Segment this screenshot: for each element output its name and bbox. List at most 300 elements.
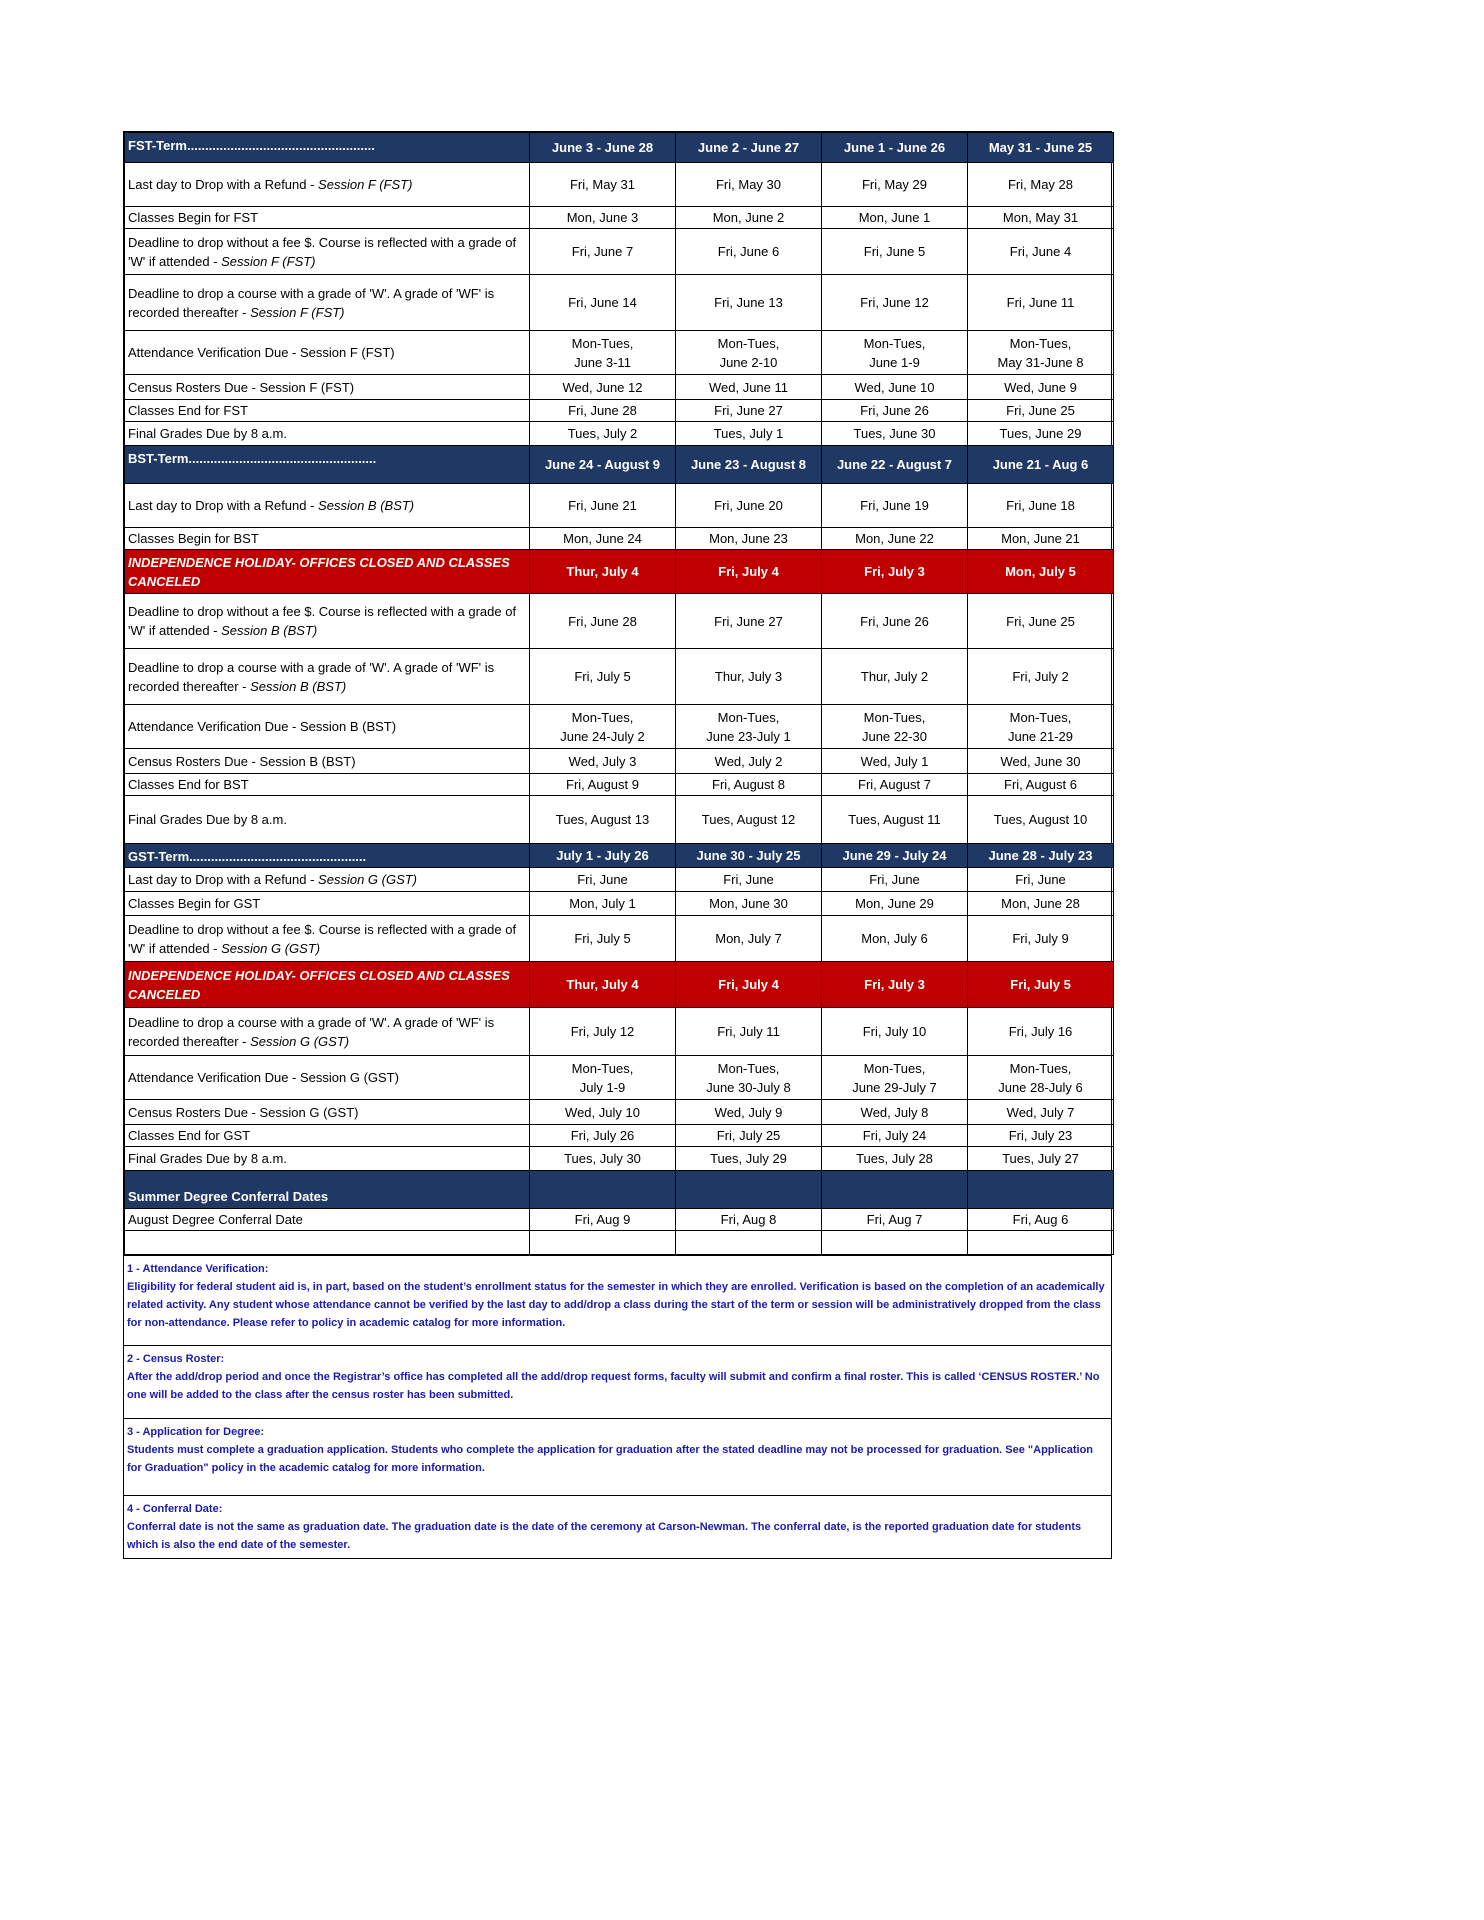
holiday-row bbox=[125, 962, 1114, 1008]
date-value: Mon-Tues, bbox=[863, 709, 926, 725]
date-value: Thur, July 2 bbox=[860, 669, 929, 684]
date-value: Tues, July 27 bbox=[1002, 1151, 1079, 1166]
term-title: BST-Term.................................................... bbox=[125, 446, 530, 484]
date-value: Mon, June 28 bbox=[1001, 896, 1080, 911]
date-cell bbox=[676, 1100, 822, 1125]
row-label bbox=[125, 749, 530, 774]
date-cell bbox=[968, 1209, 1114, 1231]
row-label-text: Final Grades Due by 8 a.m. bbox=[128, 812, 287, 827]
date-value: Mon, July 1 bbox=[569, 896, 636, 911]
row-label-text: Last day to Drop with a Refund - bbox=[128, 177, 319, 192]
date-cell bbox=[676, 774, 822, 796]
gst-term-header bbox=[125, 844, 1114, 868]
term-date-range: July 1 - July 26 bbox=[530, 844, 676, 868]
date-value: Fri, May 28 bbox=[1007, 177, 1073, 192]
date-range-value: July 1-9 bbox=[579, 1079, 626, 1095]
table-row bbox=[125, 1056, 1114, 1100]
date-value: Mon-Tues, bbox=[1009, 1060, 1072, 1076]
session-label: Session G (GST) bbox=[250, 1033, 350, 1049]
date-value: Fri, July 23 bbox=[1008, 1128, 1073, 1143]
date-value: Mon, May 31 bbox=[1002, 210, 1079, 225]
row-label-text: Last day to Drop with a Refund - bbox=[128, 872, 319, 887]
row-label-text: Deadline to drop a course with a grade of 'W'. A grade of 'WF' is recorded thereafter - bbox=[128, 1014, 495, 1049]
table-row bbox=[125, 749, 1114, 774]
date-value: Wed, July 2 bbox=[714, 753, 783, 769]
footnote bbox=[124, 1418, 1111, 1495]
table-row bbox=[125, 774, 1114, 796]
date-cell bbox=[968, 1125, 1114, 1147]
row-label-text: Deadline to drop a course with a grade of 'W'. A grade of 'WF' is recorded thereafter - bbox=[128, 659, 495, 694]
term-date-range: June 3 - June 28 bbox=[530, 133, 676, 163]
table-row bbox=[125, 1100, 1114, 1125]
table-row bbox=[125, 163, 1114, 207]
row-label bbox=[125, 400, 530, 422]
date-value: Fri, June 6 bbox=[717, 244, 780, 259]
row-label-text: Classes Begin for GST bbox=[128, 896, 261, 911]
table-row bbox=[125, 1209, 1114, 1231]
date-cell bbox=[968, 868, 1114, 892]
row-label bbox=[125, 1056, 530, 1100]
date-value: Fri, July 5 bbox=[574, 931, 631, 946]
date-cell bbox=[822, 705, 968, 749]
bst-term-header bbox=[125, 446, 1114, 484]
row-label-text: Attendance Verification Due - Session G (GST) bbox=[128, 1070, 399, 1085]
date-value: Mon, June 3 bbox=[566, 210, 639, 225]
table-row bbox=[125, 892, 1114, 916]
row-label-text: Classes Begin for BST bbox=[128, 531, 259, 546]
holiday-date: Fri, July 3 bbox=[822, 962, 968, 1008]
session-label: Session F (FST) bbox=[221, 253, 316, 269]
date-cell bbox=[676, 528, 822, 550]
table-row bbox=[125, 796, 1114, 844]
date-cell bbox=[676, 1008, 822, 1056]
date-cell bbox=[822, 892, 968, 916]
table-row bbox=[125, 868, 1114, 892]
empty-header-cell bbox=[822, 1171, 968, 1209]
table-row bbox=[125, 1125, 1114, 1147]
holiday-date: Thur, July 4 bbox=[530, 550, 676, 594]
row-label-text: Last day to Drop with a Refund - bbox=[128, 498, 319, 513]
footnote-text: Students must complete a graduation application. Students who complete the application for graduation after the stated deadline may not be processed for graduation. See "Application for Graduation" policy in the academic catalog for more information. bbox=[127, 1444, 1094, 1474]
date-cell bbox=[968, 163, 1114, 207]
date-value: Mon-Tues, bbox=[571, 335, 634, 351]
date-value: Wed, July 10 bbox=[565, 1104, 640, 1120]
row-label-text: August Degree Conferral Date bbox=[128, 1212, 303, 1227]
date-cell bbox=[530, 375, 676, 400]
fst-term-header bbox=[125, 133, 1114, 163]
date-value: Fri, June 21 bbox=[568, 498, 637, 513]
date-value: Fri, August 9 bbox=[566, 777, 639, 792]
row-label bbox=[125, 207, 530, 229]
holiday-date: Fri, July 3 bbox=[822, 550, 968, 594]
date-value: Fri, Aug 6 bbox=[1012, 1212, 1069, 1227]
date-value: Wed, July 1 bbox=[860, 753, 929, 769]
date-cell bbox=[530, 229, 676, 275]
row-label bbox=[125, 163, 530, 207]
session-label: Session G (GST) bbox=[221, 940, 321, 956]
footnote bbox=[124, 1255, 1111, 1345]
date-value: Fri, June 27 bbox=[714, 403, 783, 418]
date-value: Wed, June 30 bbox=[1000, 753, 1081, 769]
footnote-title: 3 - Application for Degree: bbox=[127, 1426, 265, 1438]
row-label bbox=[125, 331, 530, 375]
date-value: Tues, August 12 bbox=[701, 812, 796, 827]
row-label bbox=[125, 1100, 530, 1125]
row-label-text: Census Rosters Due - Session B (BST) bbox=[128, 753, 356, 769]
date-cell bbox=[676, 1056, 822, 1100]
term-date-range: June 22 - August 7 bbox=[822, 446, 968, 484]
date-value: Mon-Tues, bbox=[717, 709, 780, 725]
footnote-title: 4 - Conferral Date: bbox=[127, 1503, 223, 1515]
date-cell bbox=[530, 163, 676, 207]
date-value: Tues, July 28 bbox=[856, 1151, 933, 1166]
date-cell bbox=[968, 594, 1114, 649]
footnote-title: 1 - Attendance Verification: bbox=[127, 1263, 269, 1275]
date-value: Tues, July 1 bbox=[713, 426, 784, 441]
row-label bbox=[125, 484, 530, 528]
date-value: Fri, June bbox=[869, 872, 920, 887]
date-value: Tues, June 30 bbox=[853, 426, 936, 441]
footnote-text: Conferral date is not the same as graduation date. The graduation date is the date of the ceremony at Carson-Newman. The conferral date, is the reported graduation date for students which is also the end date of the semester. bbox=[127, 1521, 1082, 1551]
footnote-text: Eligibility for federal student aid is, in part, based on the student’s enrollment status for the semester in which they are enrolled. Verification is based on the completion of an academically related activity. Any student whose attendance cannot be verified by the last day to add/drop a class during the start of the term or session will be administratively dropped from the class for non-attendance. Please refer to policy in academic catalog for more information. bbox=[127, 1281, 1105, 1329]
date-value: Mon-Tues, bbox=[1009, 335, 1072, 351]
date-value: Mon, July 6 bbox=[861, 931, 928, 946]
row-label bbox=[125, 868, 530, 892]
empty-header-cell bbox=[676, 1171, 822, 1209]
table-row bbox=[125, 400, 1114, 422]
date-cell bbox=[822, 331, 968, 375]
conferral-title: Summer Degree Conferral Dates bbox=[125, 1171, 530, 1209]
row-label bbox=[125, 1209, 530, 1231]
date-cell bbox=[676, 1209, 822, 1231]
date-cell bbox=[968, 1147, 1114, 1171]
session-label: Session G (GST) bbox=[318, 872, 418, 887]
date-value: Mon-Tues, bbox=[863, 335, 926, 351]
table-row bbox=[125, 1008, 1114, 1056]
date-cell bbox=[968, 484, 1114, 528]
date-cell bbox=[822, 207, 968, 229]
date-value: Tues, August 11 bbox=[848, 812, 941, 827]
date-cell bbox=[530, 594, 676, 649]
date-cell bbox=[530, 892, 676, 916]
date-cell bbox=[968, 422, 1114, 446]
date-cell bbox=[822, 749, 968, 774]
date-value: Fri, June bbox=[723, 872, 774, 887]
date-cell bbox=[822, 1147, 968, 1171]
summer-calendar-sheet bbox=[123, 131, 1112, 1559]
date-value: Fri, May 31 bbox=[569, 177, 635, 192]
date-cell bbox=[968, 400, 1114, 422]
date-cell bbox=[530, 422, 676, 446]
date-value: Mon, June 1 bbox=[858, 210, 931, 225]
session-label: Session B (BST) bbox=[221, 623, 318, 638]
date-cell bbox=[530, 207, 676, 229]
date-range-value: June 24-July 2 bbox=[560, 728, 645, 744]
date-range-value: June 1-9 bbox=[869, 354, 920, 370]
row-label-text: Classes End for GST bbox=[128, 1128, 251, 1143]
empty-header-cell bbox=[530, 1171, 676, 1209]
date-value: Tues, July 29 bbox=[710, 1151, 787, 1166]
holiday-row bbox=[125, 550, 1114, 594]
date-value: Wed, June 11 bbox=[708, 379, 788, 395]
term-date-range: June 30 - July 25 bbox=[676, 844, 822, 868]
date-cell bbox=[822, 400, 968, 422]
date-value: Fri, July 10 bbox=[862, 1024, 927, 1039]
date-cell bbox=[822, 1056, 968, 1100]
date-cell bbox=[676, 916, 822, 962]
date-value: Mon, June 24 bbox=[563, 531, 642, 546]
date-cell bbox=[968, 916, 1114, 962]
table-row bbox=[125, 229, 1114, 275]
row-label-text: Classes End for FST bbox=[128, 403, 248, 418]
date-range-value: June 22-30 bbox=[861, 728, 928, 744]
row-label bbox=[125, 375, 530, 400]
date-value: Fri, June 4 bbox=[1009, 244, 1072, 259]
date-value: Fri, June 14 bbox=[568, 295, 637, 310]
date-value: Mon-Tues, bbox=[571, 709, 634, 725]
date-cell bbox=[676, 422, 822, 446]
date-value: Mon-Tues, bbox=[1009, 709, 1072, 725]
date-value: Fri, July 25 bbox=[716, 1128, 781, 1143]
row-label bbox=[125, 796, 530, 844]
table-row bbox=[125, 1147, 1114, 1171]
date-cell bbox=[676, 1147, 822, 1171]
row-label-text: Attendance Verification Due - Session B (BST) bbox=[128, 719, 397, 734]
date-cell bbox=[822, 1008, 968, 1056]
date-value: Mon, June 22 bbox=[855, 531, 934, 546]
row-label-text: Attendance Verification Due - Session F (FST) bbox=[128, 345, 395, 360]
date-cell bbox=[676, 705, 822, 749]
date-value: Fri, June 18 bbox=[1006, 498, 1075, 513]
empty-cell bbox=[968, 1231, 1114, 1255]
footnote-text: After the add/drop period and once the Registrar’s office has completed all the add/drop request forms, faculty will submit and confirm a final roster. This is called ‘CENSUS ROSTER.’ No one will be added to the class after the census roster has been submitted. bbox=[127, 1371, 1100, 1401]
row-label-text: Census Rosters Due - Session G (GST) bbox=[128, 1104, 359, 1120]
date-cell bbox=[822, 868, 968, 892]
date-range-value: June 29-July 7 bbox=[852, 1079, 937, 1095]
date-value: Wed, July 9 bbox=[714, 1104, 783, 1120]
session-label: Session B (BST) bbox=[318, 498, 415, 513]
date-cell bbox=[822, 229, 968, 275]
date-cell bbox=[530, 400, 676, 422]
session-label: Session F (FST) bbox=[250, 304, 345, 320]
date-cell bbox=[530, 1209, 676, 1231]
table-row bbox=[125, 484, 1114, 528]
empty-header-cell bbox=[968, 1171, 1114, 1209]
date-cell bbox=[822, 594, 968, 649]
date-range-value: June 3-11 bbox=[574, 354, 631, 370]
row-label-text: Final Grades Due by 8 a.m. bbox=[128, 1151, 287, 1166]
table-row bbox=[125, 275, 1114, 331]
row-label bbox=[125, 705, 530, 749]
row-label bbox=[125, 229, 530, 275]
row-label-text: Census Rosters Due - Session F (FST) bbox=[128, 379, 355, 395]
date-value: Mon, July 7 bbox=[715, 931, 782, 946]
date-value: Tues, August 13 bbox=[555, 812, 650, 827]
holiday-date: Mon, July 5 bbox=[968, 550, 1114, 594]
date-cell bbox=[822, 1100, 968, 1125]
term-date-range: June 29 - July 24 bbox=[822, 844, 968, 868]
date-value: Fri, June 25 bbox=[1006, 613, 1075, 629]
date-cell bbox=[968, 705, 1114, 749]
date-cell bbox=[822, 1209, 968, 1231]
row-label bbox=[125, 1125, 530, 1147]
date-cell bbox=[676, 331, 822, 375]
table-row bbox=[125, 594, 1114, 649]
date-value: Fri, June 27 bbox=[714, 613, 783, 629]
date-value: Fri, August 7 bbox=[858, 777, 931, 792]
date-cell bbox=[530, 774, 676, 796]
table-row bbox=[125, 649, 1114, 705]
date-value: Mon, June 2 bbox=[712, 210, 785, 225]
date-value: Fri, July 12 bbox=[570, 1024, 635, 1039]
row-label-text: Final Grades Due by 8 a.m. bbox=[128, 426, 287, 441]
row-label bbox=[125, 892, 530, 916]
date-value: Fri, August 6 bbox=[1004, 777, 1077, 792]
date-value: Fri, June 12 bbox=[860, 295, 929, 310]
row-label-text: Deadline to drop without a fee $. Course is reflected with a grade of 'W' if attended - bbox=[128, 234, 517, 269]
date-cell bbox=[822, 1125, 968, 1147]
date-value: Fri, July 2 bbox=[1012, 669, 1069, 684]
date-cell bbox=[968, 796, 1114, 844]
date-value: Mon-Tues, bbox=[863, 1060, 926, 1076]
term-date-range: June 21 - Aug 6 bbox=[968, 446, 1114, 484]
date-cell bbox=[968, 275, 1114, 331]
term-title: FST-Term.................................................... bbox=[125, 133, 530, 163]
date-cell bbox=[676, 649, 822, 705]
date-value: Fri, July 26 bbox=[570, 1128, 635, 1143]
footnotes bbox=[124, 1255, 1111, 1558]
date-cell bbox=[968, 1056, 1114, 1100]
holiday-date: Fri, July 4 bbox=[676, 962, 822, 1008]
conferral-header bbox=[125, 1171, 1114, 1209]
term-date-range: June 2 - June 27 bbox=[676, 133, 822, 163]
date-cell bbox=[530, 1100, 676, 1125]
table-row bbox=[125, 705, 1114, 749]
date-value: Thur, July 3 bbox=[714, 669, 783, 684]
date-value: Fri, June 26 bbox=[860, 403, 929, 418]
date-range-value: June 21-29 bbox=[1007, 728, 1074, 744]
date-value: Mon-Tues, bbox=[571, 1060, 634, 1076]
date-range-value: June 30-July 8 bbox=[706, 1079, 791, 1095]
date-value: Fri, June 5 bbox=[863, 244, 926, 259]
date-value: Fri, June bbox=[577, 872, 628, 887]
date-cell bbox=[676, 400, 822, 422]
date-cell bbox=[822, 916, 968, 962]
date-value: Fri, June 25 bbox=[1006, 403, 1075, 418]
term-date-range: June 1 - June 26 bbox=[822, 133, 968, 163]
date-value: Mon, June 29 bbox=[855, 896, 934, 911]
row-label bbox=[125, 1008, 530, 1056]
date-value: Fri, June 7 bbox=[571, 244, 634, 259]
date-cell bbox=[822, 163, 968, 207]
date-value: Fri, June 13 bbox=[714, 295, 783, 310]
date-cell bbox=[530, 1008, 676, 1056]
date-value: Fri, July 5 bbox=[574, 669, 631, 684]
table-row bbox=[125, 916, 1114, 962]
row-label bbox=[125, 528, 530, 550]
row-label bbox=[125, 649, 530, 705]
date-value: Fri, June 28 bbox=[568, 403, 637, 418]
date-value: Tues, July 30 bbox=[564, 1151, 641, 1166]
row-label-text: Classes Begin for FST bbox=[128, 210, 259, 225]
date-cell bbox=[968, 375, 1114, 400]
date-range-value: June 2-10 bbox=[719, 354, 778, 370]
term-date-range: June 24 - August 9 bbox=[530, 446, 676, 484]
date-cell bbox=[822, 528, 968, 550]
date-value: Tues, July 2 bbox=[567, 426, 638, 441]
date-value: Fri, July 11 bbox=[717, 1024, 780, 1039]
date-cell bbox=[676, 796, 822, 844]
date-value: Mon, June 30 bbox=[709, 896, 788, 911]
date-value: Fri, Aug 8 bbox=[720, 1212, 777, 1227]
date-value: Fri, June 26 bbox=[860, 613, 929, 629]
footnote-title: 2 - Census Roster: bbox=[127, 1353, 225, 1365]
date-cell bbox=[968, 1100, 1114, 1125]
empty-cell bbox=[125, 1231, 530, 1255]
row-label-text: Classes End for BST bbox=[128, 777, 249, 792]
table-row bbox=[125, 331, 1114, 375]
date-value: Mon-Tues, bbox=[717, 1060, 780, 1076]
empty-cell bbox=[822, 1231, 968, 1255]
date-cell bbox=[822, 275, 968, 331]
date-value: Fri, August 8 bbox=[712, 777, 785, 792]
date-value: Mon-Tues, bbox=[717, 335, 780, 351]
row-label bbox=[125, 916, 530, 962]
date-cell bbox=[968, 229, 1114, 275]
date-cell bbox=[822, 649, 968, 705]
date-cell bbox=[676, 229, 822, 275]
footnote bbox=[124, 1345, 1111, 1418]
date-value: Tues, August 10 bbox=[993, 812, 1088, 827]
date-cell bbox=[530, 916, 676, 962]
date-cell bbox=[968, 207, 1114, 229]
empty-cell bbox=[676, 1231, 822, 1255]
date-cell bbox=[822, 375, 968, 400]
date-cell bbox=[530, 796, 676, 844]
date-cell bbox=[676, 868, 822, 892]
date-range-value: June 23-July 1 bbox=[706, 728, 791, 744]
footnote bbox=[124, 1495, 1111, 1558]
date-cell bbox=[676, 163, 822, 207]
date-cell bbox=[530, 1056, 676, 1100]
date-value: Fri, July 9 bbox=[1012, 931, 1069, 946]
row-label-text: Deadline to drop without a fee $. Course is reflected with a grade of 'W' if attended - bbox=[128, 921, 517, 956]
date-value: Fri, July 16 bbox=[1008, 1024, 1073, 1039]
date-value: Fri, Aug 9 bbox=[574, 1212, 631, 1227]
date-cell bbox=[676, 749, 822, 774]
table-row bbox=[125, 422, 1114, 446]
date-value: Wed, June 12 bbox=[562, 379, 643, 395]
date-cell bbox=[530, 1147, 676, 1171]
date-cell bbox=[530, 868, 676, 892]
row-label bbox=[125, 594, 530, 649]
date-value: Fri, Aug 7 bbox=[866, 1212, 923, 1227]
table-row bbox=[125, 528, 1114, 550]
date-cell bbox=[530, 749, 676, 774]
date-value: Fri, July 24 bbox=[862, 1128, 927, 1143]
empty-row bbox=[125, 1231, 1114, 1255]
date-value: Fri, June bbox=[1015, 872, 1066, 887]
date-cell bbox=[530, 649, 676, 705]
date-value: Wed, June 9 bbox=[1004, 379, 1077, 395]
row-label-text: Deadline to drop without a fee $. Course is reflected with a grade of 'W' if attended - bbox=[128, 604, 517, 638]
date-range-value: June 28-July 6 bbox=[998, 1079, 1083, 1095]
date-value: Wed, July 3 bbox=[568, 753, 637, 769]
date-value: Fri, June 28 bbox=[568, 613, 637, 629]
date-value: Fri, May 29 bbox=[861, 177, 927, 192]
term-date-range: May 31 - June 25 bbox=[968, 133, 1114, 163]
date-cell bbox=[530, 528, 676, 550]
